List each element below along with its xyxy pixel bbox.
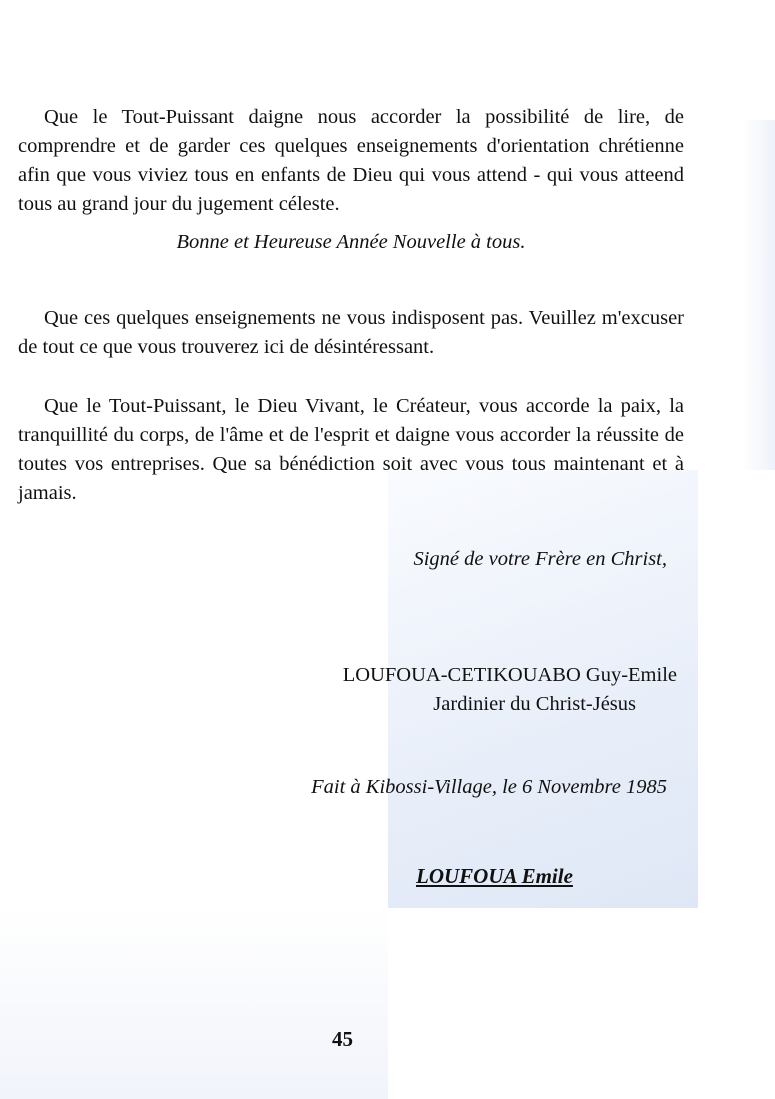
author-title: Jardinier du Christ-Jésus bbox=[433, 693, 636, 715]
paragraph-apology: Que ces quelques enseignements ne vous indisposent pas. Veuillez m'excuser de tout ce que vous trouverez ici de désintéressant. bbox=[18, 306, 684, 358]
paragraph-benediction: Que le Tout-Puissant, le Dieu Vivant, le Créateur, vous accorde la paix, la tranquillité du corps, de l'âme et de l'esprit et daigne vous accorder la réussite de toutes vos entreprises. Que sa bénédiction soit avec vous tous maintenant et à jamais. bbox=[18, 394, 684, 504]
scan-shading bbox=[742, 120, 775, 470]
place-date: Fait à Kibossi-Village, le 6 Novembre 1985 bbox=[311, 776, 667, 798]
paragraph-blessing: Que le Tout-Puissant daigne nous accorder la possibilité de lire, de comprendre et de garder ces quelques enseignements d'orientation chrétienne afin que vous viviez tous en enfants de Dieu qui vous attend - qui vous atteend tous au grand jour du jugement céleste. bbox=[18, 105, 684, 215]
author-name: LOUFOUA-CETIKOUABO Guy-Emile bbox=[342, 664, 677, 686]
new-year-greeting: Bonne et Heureuse Année Nouvelle à tous. bbox=[176, 231, 526, 253]
signature: LOUFOUA Emile bbox=[416, 864, 573, 888]
page-number: 45 bbox=[332, 1027, 353, 1051]
signed-line: Signé de votre Frère en Christ, bbox=[413, 548, 667, 570]
scan-shading bbox=[0, 908, 388, 1099]
